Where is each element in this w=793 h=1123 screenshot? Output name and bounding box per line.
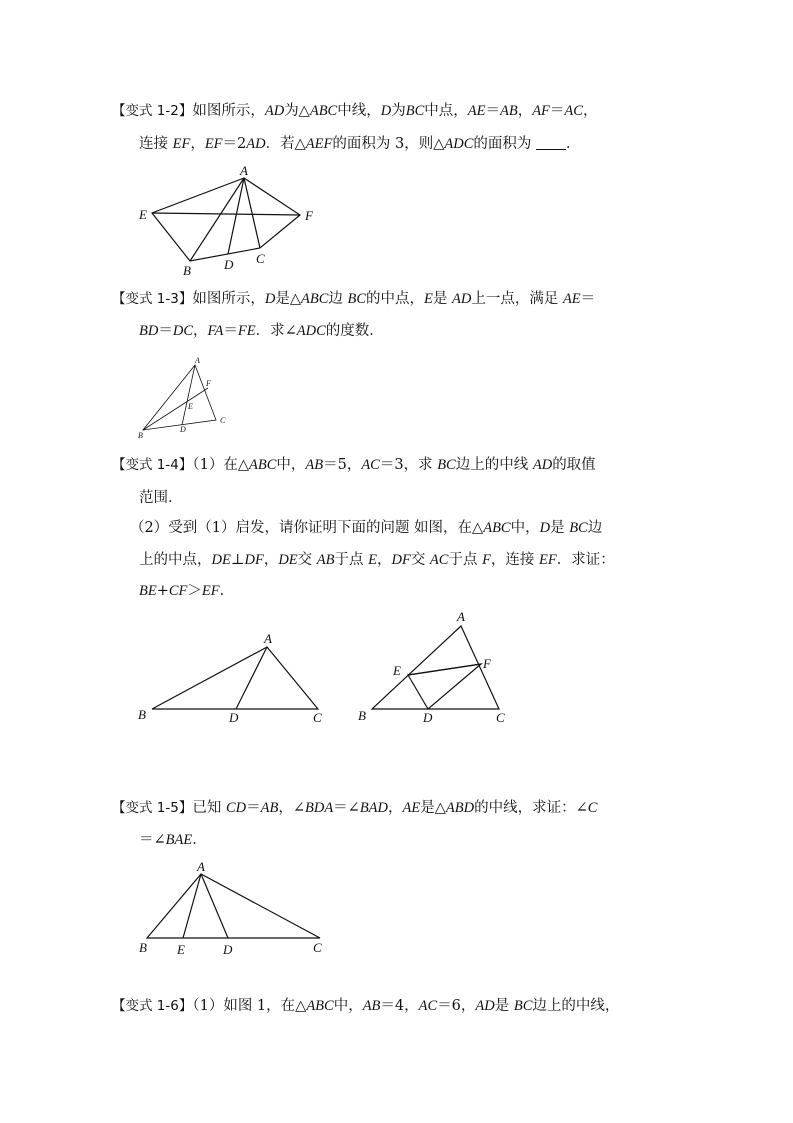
math-symbol: AD (532, 457, 553, 473)
text-fragment: ＝ (580, 291, 596, 307)
math-symbol: E (424, 291, 433, 307)
text-fragment: ＝∠ (333, 800, 360, 816)
text-fragment: ＝6， (437, 998, 476, 1014)
math-symbol: DC (172, 323, 193, 339)
problem-1-6-line-1 (112, 996, 619, 1016)
text-fragment: ＝ (485, 103, 500, 119)
text-fragment: ， (517, 103, 533, 119)
problem-tag: 【变式 1-5】 (112, 800, 193, 816)
math-symbol: BC (437, 457, 456, 473)
label-f: F (483, 656, 491, 671)
label-d: D (229, 710, 239, 725)
math-symbol: ABD (445, 800, 475, 816)
text-fragment: ， (190, 136, 205, 152)
math-symbol: AB (362, 998, 381, 1014)
math-symbol: CD (225, 800, 247, 816)
math-symbol: ABC (306, 998, 334, 1014)
problem-tag: 【变式 1-3】 (112, 291, 193, 307)
math-symbol: AF (532, 103, 550, 119)
text-fragment: 的度数． (325, 323, 384, 339)
text-fragment: ＝4， (380, 998, 419, 1014)
text-fragment: 已知 (192, 800, 226, 816)
math-symbol: ABC (309, 103, 338, 119)
text-fragment: 上一点，满足 (471, 291, 563, 307)
text-fragment: 的中点， (366, 291, 425, 307)
text-fragment: ． (219, 583, 235, 599)
text-fragment: ， (263, 552, 279, 568)
text-fragment: 是 (550, 520, 570, 536)
text-fragment: 为 (391, 103, 406, 119)
text-fragment: 如图所示， (192, 103, 265, 119)
math-symbol: AE (562, 291, 581, 307)
text-fragment: （1）如图 1，在△ (192, 998, 307, 1014)
text-fragment: ＝ (549, 103, 565, 119)
text-fragment: ＝5， (323, 457, 362, 473)
text-fragment: ， (388, 800, 403, 816)
math-symbol: BC (347, 291, 367, 307)
label-b: B (138, 431, 143, 440)
text-fragment: 交 (297, 552, 317, 568)
math-symbol: FA (207, 323, 224, 339)
label-e: E (393, 663, 401, 678)
label-a: A (240, 163, 248, 178)
label-d: D (224, 257, 234, 272)
math-symbol: D (264, 291, 276, 307)
text-fragment: ＝ (158, 323, 173, 339)
text-fragment: （1）在△ (192, 457, 249, 473)
math-symbol: AB (499, 103, 518, 119)
math-symbol: E (368, 552, 377, 568)
math-symbol: EF (539, 552, 557, 568)
label-d: D (423, 710, 433, 725)
math-symbol: ABC (300, 291, 329, 307)
math-symbol: DF (244, 552, 264, 568)
label-d: D (223, 942, 233, 957)
label-c: C (313, 940, 322, 955)
text-fragment: 上的中点， (139, 552, 212, 568)
math-symbol: EF (172, 136, 191, 152)
math-symbol: ADC (444, 136, 474, 152)
segment-ae (183, 874, 201, 938)
label-e: E (139, 207, 147, 222)
math-symbol: BC (569, 520, 588, 536)
text-fragment: 为△ (284, 103, 310, 119)
math-symbol: C (587, 800, 598, 816)
math-symbol: DF (391, 552, 411, 568)
text-fragment: 中， (276, 457, 306, 473)
math-symbol: AC (564, 103, 583, 119)
text-fragment: ， (582, 103, 598, 119)
math-symbol: AB (305, 457, 324, 473)
text-fragment: 是△ (420, 800, 446, 816)
text-fragment: ＝3，求 (379, 457, 438, 473)
math-symbol: DE (278, 552, 298, 568)
text-fragment: 中点， (424, 103, 468, 119)
triangle-abc (147, 874, 320, 938)
text-fragment: ＝ (223, 323, 238, 339)
math-symbol: AE (467, 103, 486, 119)
label-e: E (188, 402, 193, 411)
math-symbol: AC (361, 457, 380, 473)
label-c: C (313, 710, 322, 725)
label-c: C (220, 416, 226, 425)
label-b: B (183, 263, 191, 278)
math-symbol: AC (418, 998, 438, 1014)
math-symbol: CF (168, 583, 188, 599)
text-fragment: 的面积为 (473, 136, 536, 152)
text-fragment: 边 (328, 291, 348, 307)
problem-tag: 【变式 1-6】 (112, 998, 193, 1014)
math-symbol: ADC (296, 323, 326, 339)
math-symbol: D (539, 520, 551, 536)
text-fragment: 边 (587, 520, 603, 536)
text-fragment: 如图所示， (192, 291, 265, 307)
text-fragment: （2）受到（1）启发，请你证明下面的问题 如图，在△ (130, 520, 484, 536)
label-a: A (457, 609, 465, 624)
text-fragment: ＝∠ (139, 832, 166, 848)
text-fragment: 中线， (337, 103, 381, 119)
text-fragment: ＝ (246, 800, 261, 816)
problem-tag: 【变式 1-4】 (112, 457, 193, 473)
label-a: A (195, 356, 200, 365)
math-symbol: EF (204, 136, 223, 152)
math-symbol: AE (402, 800, 421, 816)
text-fragment: 的面积为 3，则△ (332, 136, 445, 152)
text-fragment: 是 (494, 998, 514, 1014)
math-symbol: AD (264, 103, 285, 119)
label-c: C (496, 710, 505, 725)
text-fragment: ，连接 (490, 552, 540, 568)
math-symbol: AB (260, 800, 279, 816)
text-fragment: 交 (410, 552, 430, 568)
label-d: D (180, 425, 186, 434)
math-symbol: D (380, 103, 392, 119)
math-symbol: BC (405, 103, 425, 119)
label-e: E (177, 942, 185, 957)
text-fragment: 中， (510, 520, 540, 536)
text-fragment: 是△ (275, 291, 301, 307)
text-fragment: ．求∠ (255, 323, 297, 339)
math-symbol: AD (246, 136, 266, 152)
text-fragment: ．求证： (556, 552, 615, 568)
text-fragment: ． (192, 832, 207, 848)
math-symbol: BDA (304, 800, 334, 816)
text-fragment: ， (376, 552, 392, 568)
text-fragment: ．若△ (265, 136, 306, 152)
text-fragment: ⊥ (230, 552, 245, 568)
segment-ad (201, 874, 228, 938)
label-a: A (197, 859, 205, 874)
text-fragment: ，∠ (278, 800, 305, 816)
problem-tag: 【变式 1-2】 (112, 103, 193, 119)
math-symbol: BAE (165, 832, 193, 848)
text-fragment: 边上的中线， (532, 998, 620, 1014)
math-symbol: DE (211, 552, 231, 568)
math-symbol: AEF (305, 136, 333, 152)
text-fragment: 于点 (334, 552, 369, 568)
math-symbol: AD (451, 291, 472, 307)
math-symbol: FE (237, 323, 256, 339)
label-a: A (264, 631, 272, 646)
text-fragment: 的中线，求证：∠ (474, 800, 588, 816)
text-fragment: ＞ (187, 583, 202, 599)
text-fragment: 中， (333, 998, 363, 1014)
label-b: B (138, 707, 146, 722)
text-fragment: + (156, 583, 169, 599)
math-symbol: F (482, 552, 491, 568)
text-fragment: ＝2 (222, 136, 247, 152)
text-segments (192, 998, 619, 1014)
math-symbol: AB (316, 552, 335, 568)
math-symbol: BD (139, 323, 159, 339)
text-fragment: 连接 (139, 136, 173, 152)
label-b: B (358, 708, 366, 723)
label-f: F (206, 379, 211, 388)
label-f: F (305, 208, 313, 223)
text-fragment: 范围． (139, 490, 183, 506)
text-fragment: 的取值 (552, 457, 596, 473)
math-symbol: BAD (359, 800, 389, 816)
text-fragment: ， (193, 323, 208, 339)
math-symbol: AD (475, 998, 495, 1014)
math-symbol: BC (513, 998, 533, 1014)
label-c: C (256, 251, 265, 266)
text-fragment: 于点 (448, 552, 483, 568)
problem-1-2-line-2: 连接 EF，EF＝2AD．若△AEF的面积为 3，则△ADC的面积为 ． (139, 136, 581, 152)
math-symbol: EF (201, 583, 220, 599)
math-symbol: BE (139, 583, 157, 599)
text-fragment: 是 (432, 291, 452, 307)
math-symbol: ABC (248, 457, 277, 473)
label-b: B (139, 940, 147, 955)
math-symbol: AC (429, 552, 449, 568)
math-symbol: ABC (483, 520, 511, 536)
text-fragment: 边上的中线 (455, 457, 533, 473)
